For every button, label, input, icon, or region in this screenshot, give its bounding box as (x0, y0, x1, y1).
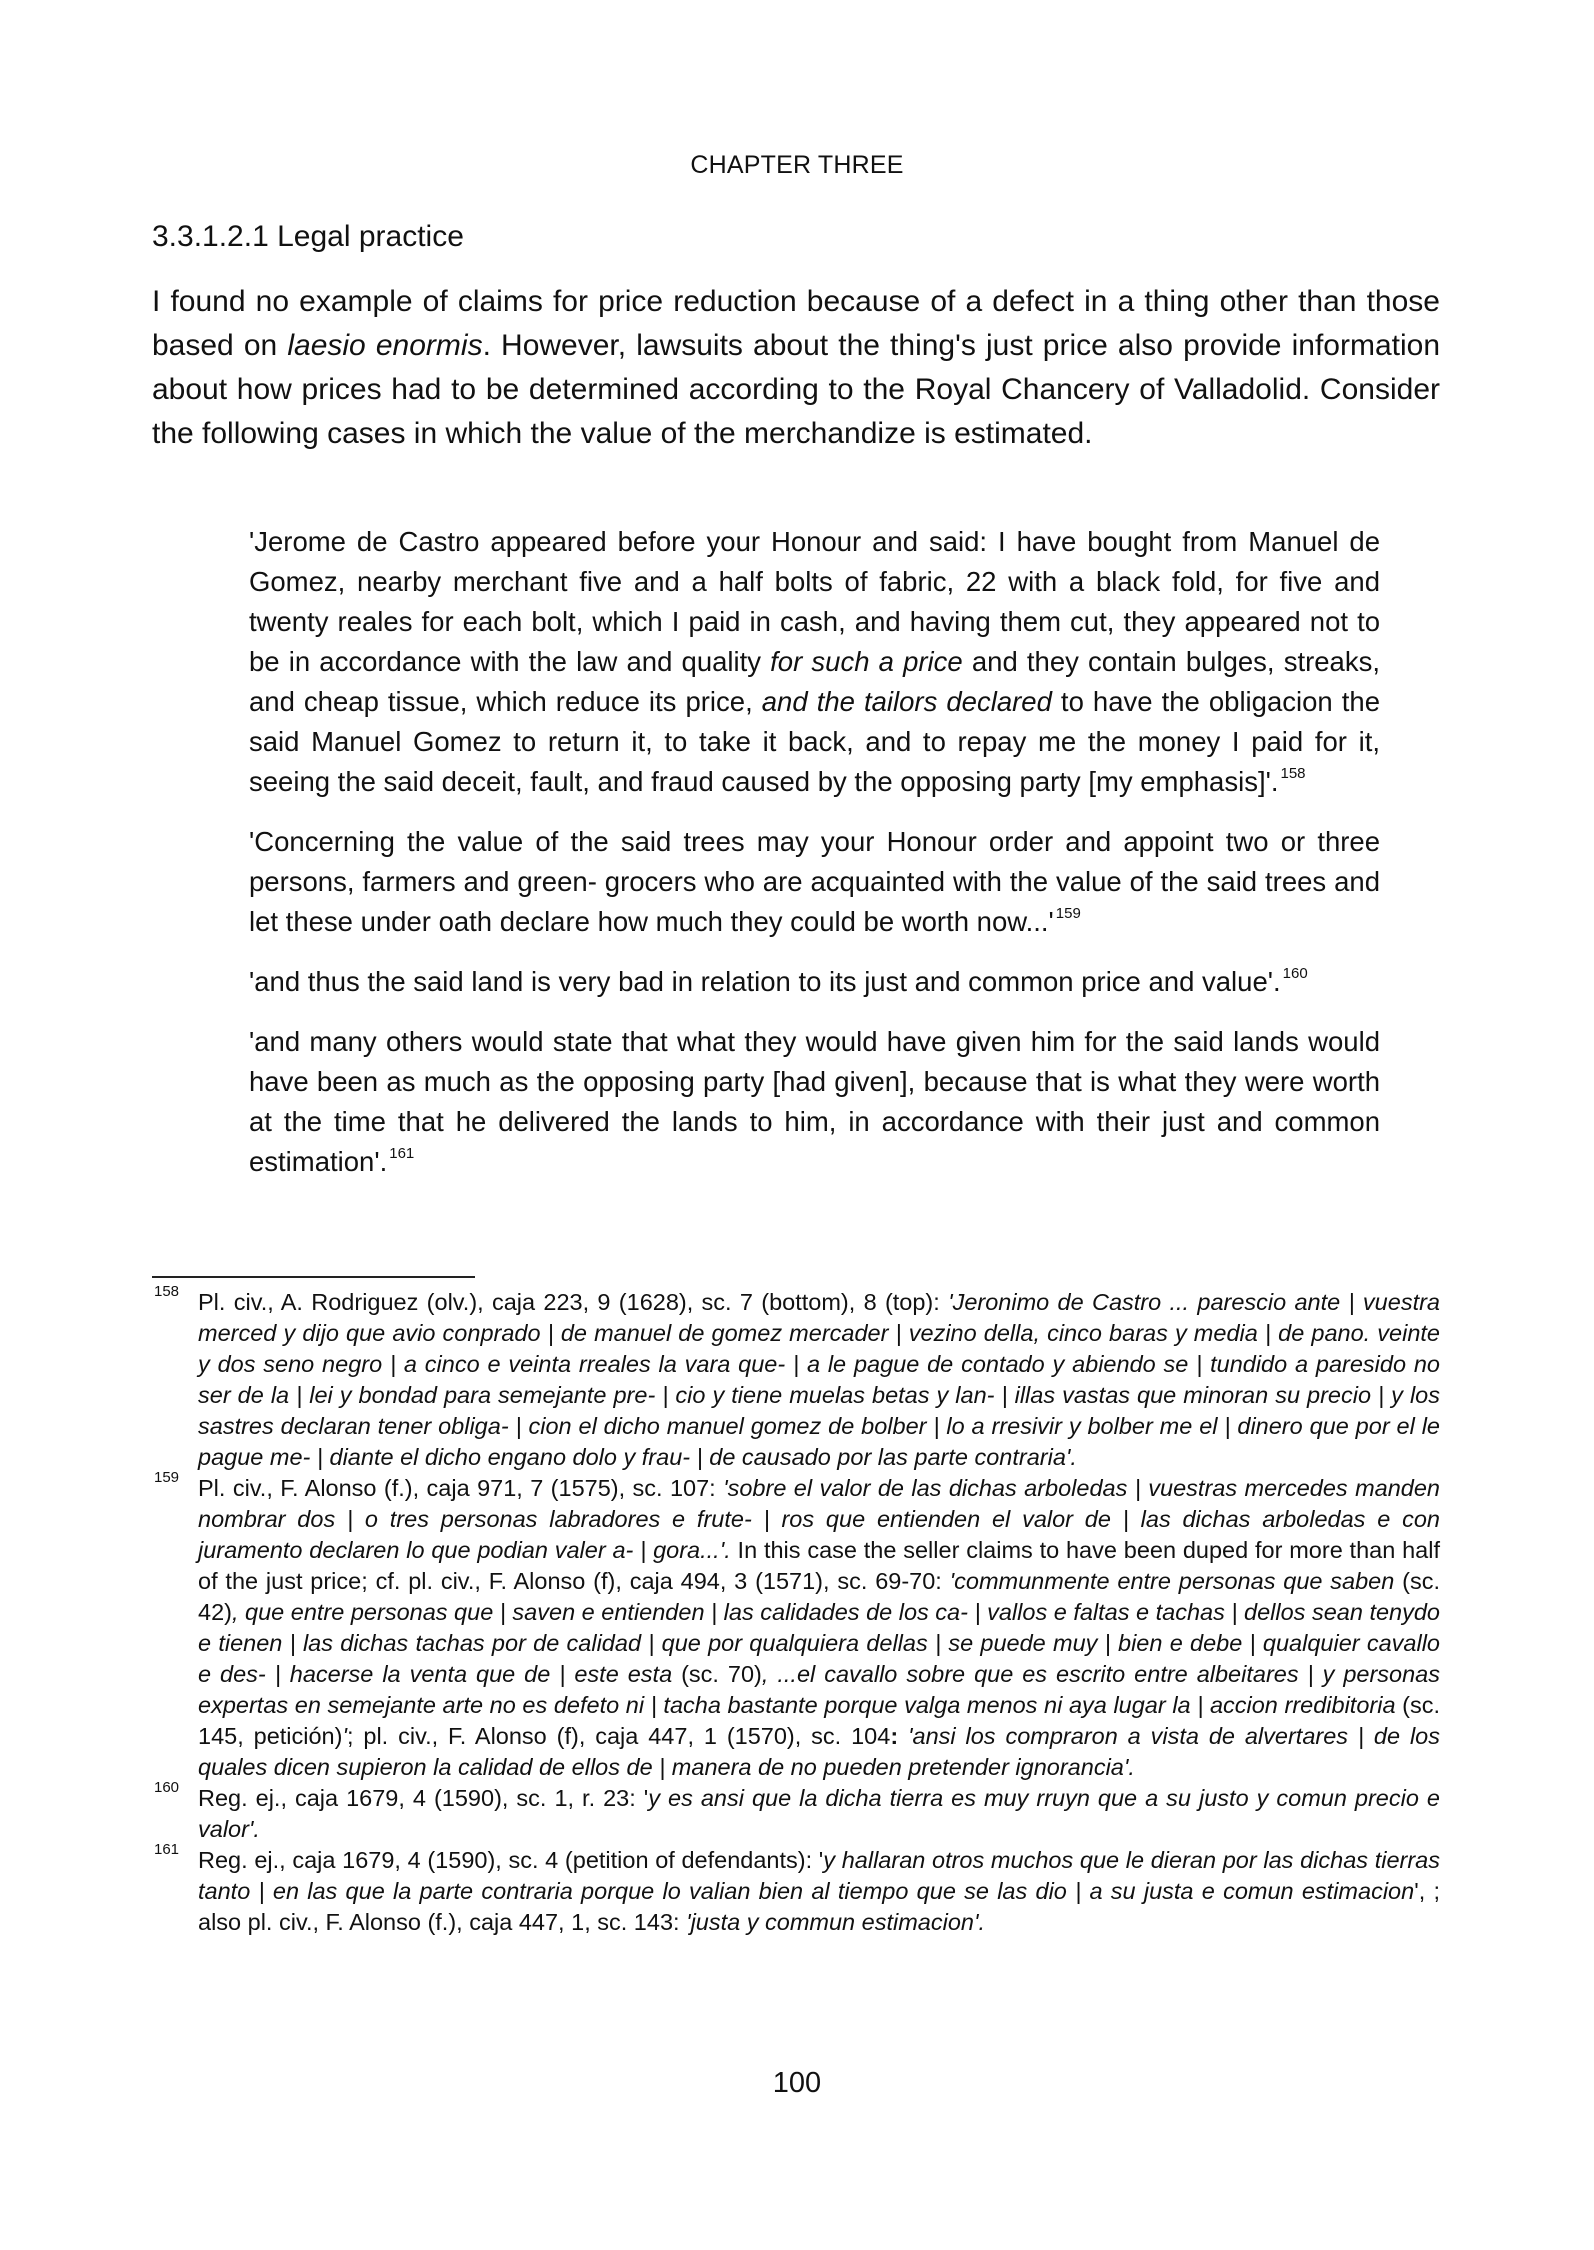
text-run: (sc. 145, petición) (198, 1692, 1440, 1749)
text-run: Pl. civ., A. Rodriguez (olv.), caja 223, 9 (1628), sc. 7 (bottom), 8 (top): (198, 1289, 949, 1315)
italic-text-run: for such a price (770, 646, 963, 677)
text-run: Reg. ej., caja 1679, 4 (1590), sc. 1, r. 23: ' (198, 1785, 649, 1811)
text-run: to have the obligacion the said Manuel Gomez to return it, to take it back, and to repay me the money I paid for it, seeing the said deceit, fault, and fraud caused by the opposing party [my emphasis]'. (249, 686, 1380, 797)
italic-text-run: 'justa y commun estimacion'. (686, 1909, 985, 1935)
italic-text-run: 'sobre el valor de las dichas arboledas | vuestras mercedes manden nombrar dos | o tres personas labradores e frute- | ros que entienden el valor de | las dichas arboledas e con juramento declaren lo que podian valer a- | gora...'. (198, 1475, 1441, 1563)
footnote-ref[interactable]: 161 (389, 1145, 415, 1162)
text-run (898, 1723, 908, 1749)
footnote-ref[interactable]: 159 (1055, 905, 1081, 922)
footnote-number: 159 (154, 1469, 180, 1486)
italic-text-run: 'communmente entre personas que saben (949, 1568, 1395, 1594)
text-run: I found no example of claims for price reduction because of a defect in a thing other than those based on (152, 285, 1440, 362)
text-run: 'and many others would state that what they would have given him for the said lands would have been as much as the opposing party [had given], because that is what they were worth at the time that he delivered the lands to him, in accordance with their just and common estimation'. (249, 1026, 1380, 1177)
block-quotes (249, 522, 1380, 1202)
footnote (152, 1469, 1441, 1783)
footnote-ref[interactable]: 160 (1282, 965, 1308, 982)
italic-text-run: ' (342, 1723, 347, 1749)
text-run: and they contain bulges, streaks, and cheap tissue, which reduce its price, (249, 646, 1380, 717)
footnote-separator (152, 1276, 475, 1278)
footnote (152, 1779, 1440, 1845)
block-quote (249, 1022, 1380, 1182)
running-head: CHAPTER THREE (690, 151, 904, 179)
text-run: Reg. ej., caja 1679, 4 (1590), sc. 4 (petition of defendants): ' (198, 1847, 824, 1873)
text-run: 'Concerning the value of the said trees may your Honour order and appoint two or three persons, farmers and green- grocers who are acquainted with the value of the said trees and let these under oath declare how much they could be worth now...' (249, 826, 1380, 937)
italic-text-run: , ...el cavallo sobre que es escrito entre albeitares | y personas expertas en semejante arte no es defeto ni | tacha bastante porque valga menos ni aya lugar la | accion rredibitoria (198, 1661, 1440, 1718)
italic-text-run: laesio enormis (287, 329, 483, 362)
text-run: (sc. 70) (672, 1661, 762, 1687)
italic-text-run: y hallaran otros muchos que le dieran por las dichas tierras tanto | en las que la parte contraria porque lo valian bien al tiempo que se las dio | a su justa e comun estimacion (198, 1847, 1440, 1904)
bold-text-run: : (890, 1723, 899, 1749)
section-heading: 3.3.1.2.1 Legal practice (152, 220, 464, 253)
text-run: ; pl. civ., F. Alonso (f), caja 447, 1 (1570), sc. 104 (346, 1723, 891, 1749)
body-paragraph (152, 280, 1440, 456)
block-quote (249, 822, 1380, 942)
italic-text-run: y es ansi que la dicha tierra es muy rruyn que a su justo y comun precio e valor'. (198, 1785, 1440, 1842)
footnotes (152, 1283, 1441, 1938)
text-run: Pl. civ., F. Alonso (f.), caja 971, 7 (1575), sc. 107: (198, 1475, 724, 1501)
italic-text-run: 'Jeronimo de Castro ... parescio ante | vuestra merced y dijo que avio conprado | de manuel de gomez mercader | vezino della, cinco baras y media | de pano. veinte y dos seno negro | a cinco e veinta rreales la vara que- | a le pague de contado y abiendo se | tundido a paresido no ser de la | lei y bondad para semejante pre- | cio y tiene muelas betas y lan- | illas vastas que minoran su precio | y los sastres declaran tener obliga- | cion el dicho manuel gomez de bolber | lo a rresivir y bolber me el | dinero que por el le pague me- | diante el dicho engano dolo y frau- | de causado por las parte contraria'. (198, 1289, 1440, 1470)
footnote-number: 160 (154, 1779, 180, 1796)
footnote (152, 1841, 1440, 1938)
italic-text-run: and the tailors declared (761, 686, 1052, 717)
text-run: 'Jerome de Castro appeared before your Honour and said: I have bought from Manuel de Gomez, nearby merchant five and a half bolts of fabric, 22 with a black fold, for five and twenty reales for each bolt, which I paid in cash, and having them cut, they appeared not to be in accordance with the law and quality (249, 526, 1380, 677)
text-run: . However, lawsuits about the thing's just price also provide information about how prices had to be determined according to the Royal Chancery of Valladolid. Consider the following cases in which the value of the merchandize is estimated. (152, 329, 1440, 450)
text-run: (sc. 42) (198, 1568, 1441, 1625)
footnote-number: 161 (154, 1841, 180, 1858)
text-run: In this case the seller claims to have been duped for more than half of the just price; cf. pl. civ., F. Alonso (f), caja 494, 3 (1571), sc. 69-70: (198, 1537, 1440, 1594)
italic-text-run: , que entre personas que | saven e entienden | las calidades de los ca- | vallos e faltas e tachas | dellos sean tenydo e tienen | las dichas tachas por de calidad | que por qualquiera dellas | se puede muy | bien e debe | qualquier cavallo e des- | hacerse la venta que de | este esta (198, 1599, 1440, 1687)
block-quote (249, 522, 1380, 802)
footnote (152, 1283, 1440, 1473)
footnote-ref[interactable]: 158 (1280, 765, 1306, 782)
text-run: 'and thus the said land is very bad in relation to its just and common price and value'. (249, 966, 1281, 997)
block-quote (249, 962, 1380, 1002)
footnote-number: 158 (154, 1283, 180, 1300)
text-run: ', ; also pl. civ., F. Alonso (f.), caja 447, 1, sc. 143: (198, 1878, 1440, 1935)
page-number: 100 (772, 2067, 822, 2099)
italic-text-run: 'ansi los compraron a vista de alvertares | de los quales dicen supieron la calidad de ellos de | manera de no pueden pretender ignorancia'. (198, 1723, 1441, 1780)
